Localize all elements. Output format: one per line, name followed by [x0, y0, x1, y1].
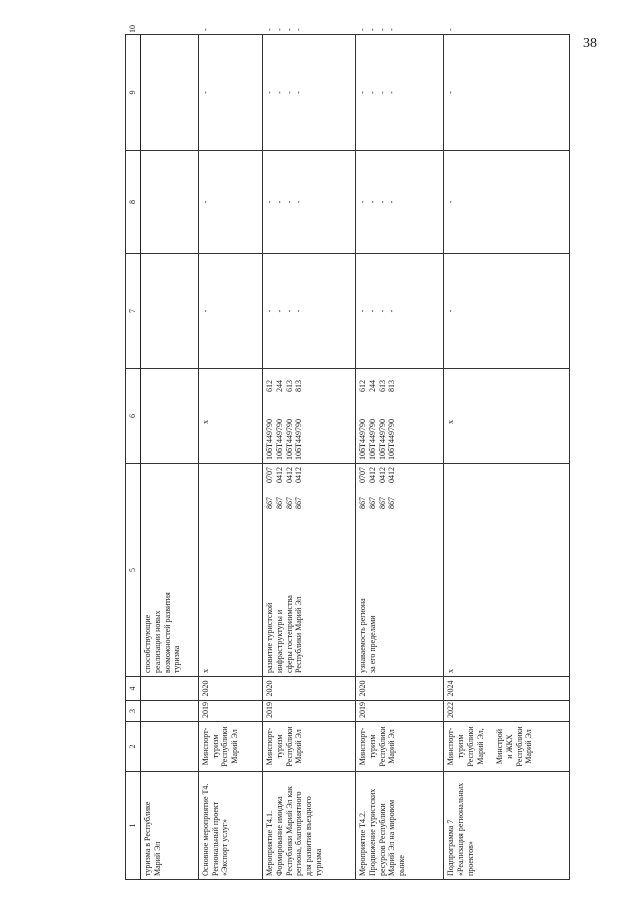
cell-target-article: 10бТ449790 10бТ449790 10бТ449790 10бТ449790 [265, 419, 304, 460]
cell-end-year [141, 677, 199, 701]
cell-value-9-text: - - - - [358, 91, 397, 94]
cell-budget-codes [198, 369, 262, 464]
cell-value-7 [141, 254, 199, 369]
cell-value-8 [263, 151, 356, 254]
cell-value-9 [263, 35, 356, 151]
table-row: Мероприятие Т4.1. Формирование имиджа Республики Марий Эл как региона, благоприятного для развития въездного туризма Минспорт- туризм Республики Марий Эл 2019 2020 развитие туристской инфраструктуры и сферы гостеприимства Республики Марий Эл 867 867 867 867 0707 0412 0412 0412 10бТ449790 10бТ449790 10бТ449790 10бТ449790 612 244 613 813 - - - - - - - - - - - - - - - - [263, 35, 356, 880]
header-cell-1: 1 [126, 772, 141, 880]
cell-target-article: 10бТ449790 10бТ449790 10бТ449790 10бТ449790 [358, 419, 397, 460]
cell-start-year [198, 701, 262, 722]
cell-value-7-text: - [200, 309, 210, 313]
cell-result [141, 464, 199, 677]
cell-start-year-text: 2022 [446, 702, 456, 718]
cell-program-name [198, 772, 262, 880]
program-table [125, 25, 570, 880]
cell-program-name-text: туризма в Республике Марий Эл [143, 801, 162, 876]
cell-executor [198, 722, 262, 772]
cell-executor [356, 722, 444, 772]
cell-value-8 [141, 151, 199, 254]
cell-result [444, 464, 570, 677]
page-number: 38 [583, 36, 597, 51]
cell-executor-text: Минспорт- туризм Республики Марий Эл, Минстрой и ЖКХ Республики Марий Эл [446, 726, 534, 767]
cell-section-codes: 0707 0412 0412 0412 [265, 467, 304, 483]
cell-program-name [141, 772, 199, 880]
cell-value-9 [444, 35, 570, 151]
cell-executor [444, 722, 570, 772]
cell-value-9 [141, 35, 199, 151]
cell-grbs-codes: 867 867 867 867 [358, 497, 397, 509]
cell-program-name [444, 772, 570, 880]
cell-budget-codes [141, 369, 199, 464]
cell-value-7-text: - - - - [358, 309, 397, 313]
cell-end-year [198, 677, 262, 701]
cell-executor-text: Минспорт- туризм Республики Марий Эл [265, 726, 304, 767]
cell-end-year-text: 2024 [446, 680, 456, 697]
cell-executor [141, 722, 199, 772]
cell-target-article: х [200, 420, 210, 424]
cell-result-text: способствующие реализации новых возможностей развития туризма [143, 592, 182, 673]
cell-end-year-text: 2020 [265, 680, 275, 697]
cell-value-9 [198, 35, 262, 151]
cell-value-8-text: - [200, 200, 210, 204]
cell-start-year [263, 701, 356, 722]
cell-end-year [356, 677, 444, 701]
header-cell-4: 4 [126, 677, 141, 701]
cell-program-name [263, 772, 356, 880]
cell-value-8-text: - - - - [358, 200, 397, 204]
table-row [141, 35, 199, 880]
cell-value-8-text: - [446, 200, 456, 204]
cell-result-text: развитие туристской инфраструктуры и сферы гостеприимства Республики Марий Эл [265, 595, 304, 673]
cell-executor-text: Минспорт- туризм Республики Марий Эл [200, 726, 240, 767]
cell-budget-codes [263, 369, 356, 464]
cell-value-7 [263, 254, 356, 369]
cell-start-year-text: 2019 [200, 702, 210, 718]
cell-value-7 [356, 254, 444, 369]
header-cell-3: 3 [126, 701, 141, 722]
cell-value-8 [356, 151, 444, 254]
cell-result [356, 464, 444, 677]
header-cell-2: 2 [126, 722, 141, 772]
cell-start-year-text: 2019 [265, 702, 275, 718]
header-cell-9: 9 [126, 35, 141, 151]
cell-result [263, 464, 356, 677]
cell-start-year [141, 701, 199, 722]
cell-expense-type: 612 244 613 813 [358, 380, 397, 392]
cell-value-7 [198, 254, 262, 369]
cell-program-name-text: Мероприятие Т4.1. Формирование имиджа Республики Марий Эл как региона, благоприятного для развития въездного туризма [265, 786, 323, 876]
header-cell-5: 5 [126, 464, 141, 677]
cell-result-text: х [200, 669, 210, 673]
table-row: Основное мероприятие Т4. Региональный проект «Экспорт услуг» Минспорт- туризм Республики Марий Эл 2019 2020 х х - - - - [198, 35, 262, 880]
cell-value-9-text: - - - - [265, 91, 304, 94]
cell-value-9-text: - [200, 91, 210, 94]
header-cell-7: 7 [126, 254, 141, 369]
cell-result [198, 464, 262, 677]
cell-executor-text: Минспорт- туризм Республики Марий Эл [358, 726, 397, 767]
cell-program-name-text: Подпрограмма 7 «Реализация региональных проектов» [446, 782, 475, 876]
cell-end-year [444, 677, 570, 701]
cell-value-7-text: - - - - [265, 309, 304, 313]
rotated-table-container [125, 25, 570, 880]
cell-value-9-text: - [446, 91, 456, 94]
cell-value-7 [444, 254, 570, 369]
cell-target-article: х [446, 420, 456, 424]
cell-start-year-text: 2019 [358, 702, 368, 718]
cell-start-year [356, 701, 444, 722]
cell-result-text: х [446, 669, 456, 673]
header-cell-6: 6 [126, 369, 141, 464]
cell-grbs-codes: 867 867 867 867 [265, 497, 304, 509]
cell-program-name-text: Основное мероприятие Т4. Региональный проект «Экспорт услуг» [200, 783, 230, 876]
cell-executor [263, 722, 356, 772]
cell-section-codes: 0707 0412 0412 0412 [358, 467, 397, 483]
cell-value-7-text: - [446, 309, 456, 313]
cell-result-text: узнаваемость региона за его пределами [358, 598, 377, 673]
cell-end-year-text: 2020 [358, 680, 368, 697]
table-row: Мероприятие Т4.2. Продвижение туристских ресурсов Республики Марий Эл на мировом рынке Минспорт- туризм Республики Марий Эл 2019 2020 узнаваемость региона за его пределами 867 867 867 867 0707 0412 0412 0412 10бТ449790 10бТ449790 10бТ449790 10бТ449790 612 244 613 813 - - - - - - - - - - - - - - - - [356, 35, 444, 880]
cell-budget-codes [356, 369, 444, 464]
header-row: 1 2 3 4 5 6 7 8 9 10 [126, 35, 141, 880]
cell-start-year [444, 701, 570, 722]
cell-budget-codes [444, 369, 570, 464]
cell-end-year [263, 677, 356, 701]
cell-value-9 [356, 35, 444, 151]
cell-expense-type: 612 244 613 813 [265, 380, 304, 392]
cell-value-8 [198, 151, 262, 254]
cell-program-name-text: Мероприятие Т4.2. Продвижение туристских ресурсов Республики Марий Эл на мировом рынке [358, 788, 407, 876]
cell-end-year-text: 2020 [200, 680, 210, 697]
cell-program-name [356, 772, 444, 880]
cell-value-8 [444, 151, 570, 254]
cell-value-8-text: - - - - [265, 200, 304, 204]
header-cell-8: 8 [126, 151, 141, 254]
table-row: Подпрограмма 7 «Реализация региональных проектов» Минспорт- туризм Республики Марий Эл, Минстрой и ЖКХ Республики Марий Эл 2022 2024 х х - - - - [444, 35, 570, 880]
